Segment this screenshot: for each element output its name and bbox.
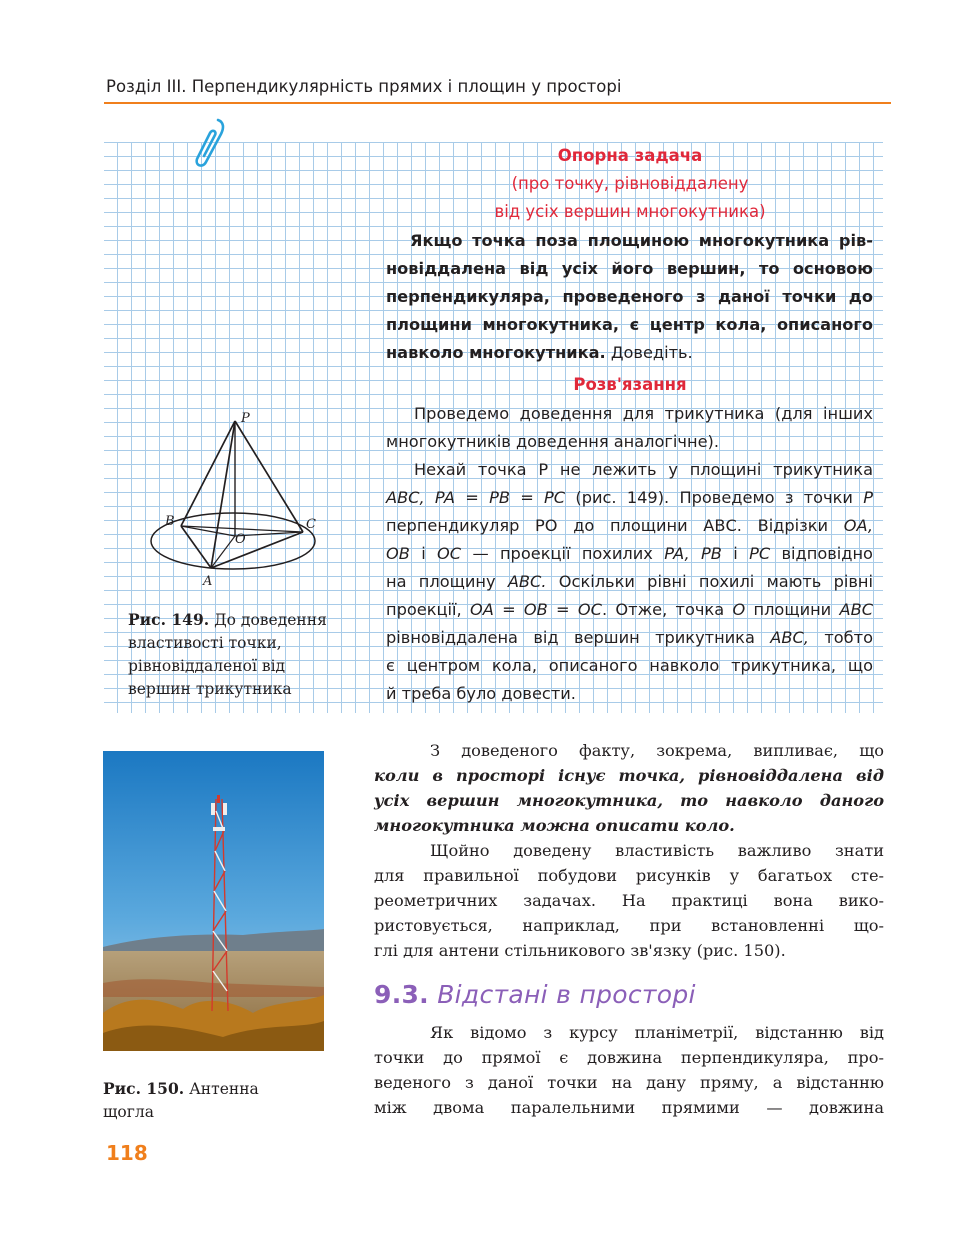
- solution-line: [386, 600, 873, 620]
- label-b: B: [165, 514, 175, 529]
- figure-150-caption: [103, 1077, 333, 1124]
- section-number: 9.3.: [374, 980, 429, 1009]
- math-ob: OB: [386, 544, 410, 563]
- theorem-conclusion: навколо многокутника.: [386, 343, 606, 362]
- caption-text: До доведення: [209, 611, 327, 629]
- solution-text: тобто: [824, 628, 873, 647]
- solution-text: на площину: [386, 572, 496, 591]
- solution-text: . Отже, точка: [601, 600, 725, 619]
- circumcircle: [151, 513, 315, 569]
- math-o: O: [732, 600, 746, 619]
- caption-text: рівновіддаленої від: [128, 657, 286, 675]
- pyramid-figure: [145, 405, 330, 590]
- solution-line: й треба було довести.: [386, 684, 576, 703]
- body-line: ристовується, наприклад, при встановленні що-: [374, 916, 884, 935]
- body-line: точки до прямої є довжина перпендикуляра, про-: [374, 1048, 884, 1067]
- solution-heading: Розв'язання: [573, 375, 687, 394]
- caption-number: Рис. 149.: [128, 610, 210, 629]
- label-o: O: [235, 532, 246, 547]
- label-c: C: [306, 517, 316, 532]
- body-line: між двома паралельними прямими — довжина: [374, 1098, 884, 1117]
- solution-text: площини: [753, 600, 832, 619]
- math-abc: ABC: [839, 600, 873, 619]
- label-a: A: [203, 574, 213, 589]
- body-line-emphasis: многокутника можна описати коло.: [374, 816, 735, 835]
- body-line: реометричних задачах. На практиці вона вико-: [374, 891, 884, 910]
- body-line-emphasis: усіх вершин многокутника, то навколо даного: [374, 791, 884, 810]
- solution-text: проекції,: [386, 600, 462, 619]
- paperclip-icon: [188, 116, 230, 172]
- reference-task-title: Опорна задача: [557, 146, 703, 165]
- label-p: P: [241, 411, 250, 426]
- header-rule: [104, 102, 891, 104]
- body-line: Як відомо з курсу планіметрії, відстанню від: [430, 1023, 884, 1042]
- theorem-line: новіддалена від усіх його вершин, то основою: [386, 259, 873, 278]
- solution-text: (рис. 149). Проведемо з точки: [575, 488, 853, 507]
- solution-line: [386, 544, 873, 564]
- solution-text: відповідно: [781, 544, 873, 563]
- theorem-instruction: Доведіть.: [605, 343, 693, 362]
- math-p: P: [863, 488, 873, 507]
- solution-line: [386, 628, 873, 648]
- reference-task-subtitle-1: (про точку, рівновіддалену: [511, 174, 749, 193]
- caption-number: Рис. 150.: [103, 1079, 185, 1098]
- solution-text: і: [421, 544, 426, 563]
- theorem-line: Якщо точка поза площиною многокутника рів-: [410, 231, 873, 250]
- figure-149-caption: [128, 608, 368, 701]
- solution-text: — проекції похилих: [472, 544, 653, 563]
- solution-text: Оскільки рівні похилі мають рівні: [558, 572, 873, 591]
- theorem-line: площини многокутника, є центр кола, описаного: [386, 315, 873, 334]
- solution-line: [386, 516, 873, 536]
- page-number: 118: [106, 1141, 148, 1165]
- math-oc: OC: [437, 544, 462, 563]
- solution-line: Нехай точка Р не лежить у площині трикутника: [414, 460, 873, 479]
- solution-line: [386, 572, 873, 592]
- theorem-line-last: [386, 343, 873, 363]
- math-oa: OA,: [843, 516, 873, 535]
- solution-text: рівновіддалена від вершин трикутника: [386, 628, 755, 647]
- solution-text: і: [733, 544, 738, 563]
- antenna-mast-photo: [103, 751, 324, 1051]
- running-head: Розділ III. Перпендикулярність прямих і площин у просторі: [106, 77, 622, 96]
- body-line: глі для антени стільникового зв'язку (рис. 150).: [374, 941, 786, 960]
- body-line-emphasis: коли в просторі існує точка, рівновіддалена від: [374, 766, 884, 785]
- body-line: для правильної побудови рисунків у багатьох сте-: [374, 866, 884, 885]
- body-line: Щойно доведену властивість важливо знати: [430, 841, 884, 860]
- solution-line: є центром кола, описаного навколо трикутника, що: [386, 656, 873, 675]
- body-line: веденого з даної точки на дану пряму, а відстанню: [374, 1073, 884, 1092]
- caption-text: щогла: [103, 1103, 154, 1121]
- math-equal-projections: OA = OB = OC: [469, 600, 602, 619]
- solution-line: Проведемо доведення для трикутника (для інших: [414, 404, 873, 423]
- solution-line: [386, 488, 873, 508]
- section-heading: [374, 980, 696, 1009]
- caption-text: Антенна: [184, 1080, 259, 1098]
- reference-task-subtitle-2: від усіх вершин многокутника): [494, 202, 766, 221]
- theorem-line: перпендикуляра, проведеного з даної точки до: [386, 287, 873, 306]
- solution-text: перпендикуляр РО до площини АВС. Відрізки: [386, 516, 829, 535]
- body-line: З доведеного факту, зокрема, випливає, що: [430, 741, 884, 760]
- caption-text: властивості точки,: [128, 634, 282, 652]
- section-title: Відстані в просторі: [428, 980, 696, 1009]
- math-abc: ABC.: [507, 572, 547, 591]
- math-abc: ABC,: [770, 628, 809, 647]
- math-pa-pb: PA, PB: [664, 544, 722, 563]
- solution-line: многокутників доведення аналогічне).: [386, 432, 719, 451]
- caption-text: вершин трикутника: [128, 680, 292, 698]
- math-pc: PC: [749, 544, 771, 563]
- math-abc: ABC,: [386, 488, 425, 507]
- math-equal-slants: PA = PB = PC: [434, 488, 566, 507]
